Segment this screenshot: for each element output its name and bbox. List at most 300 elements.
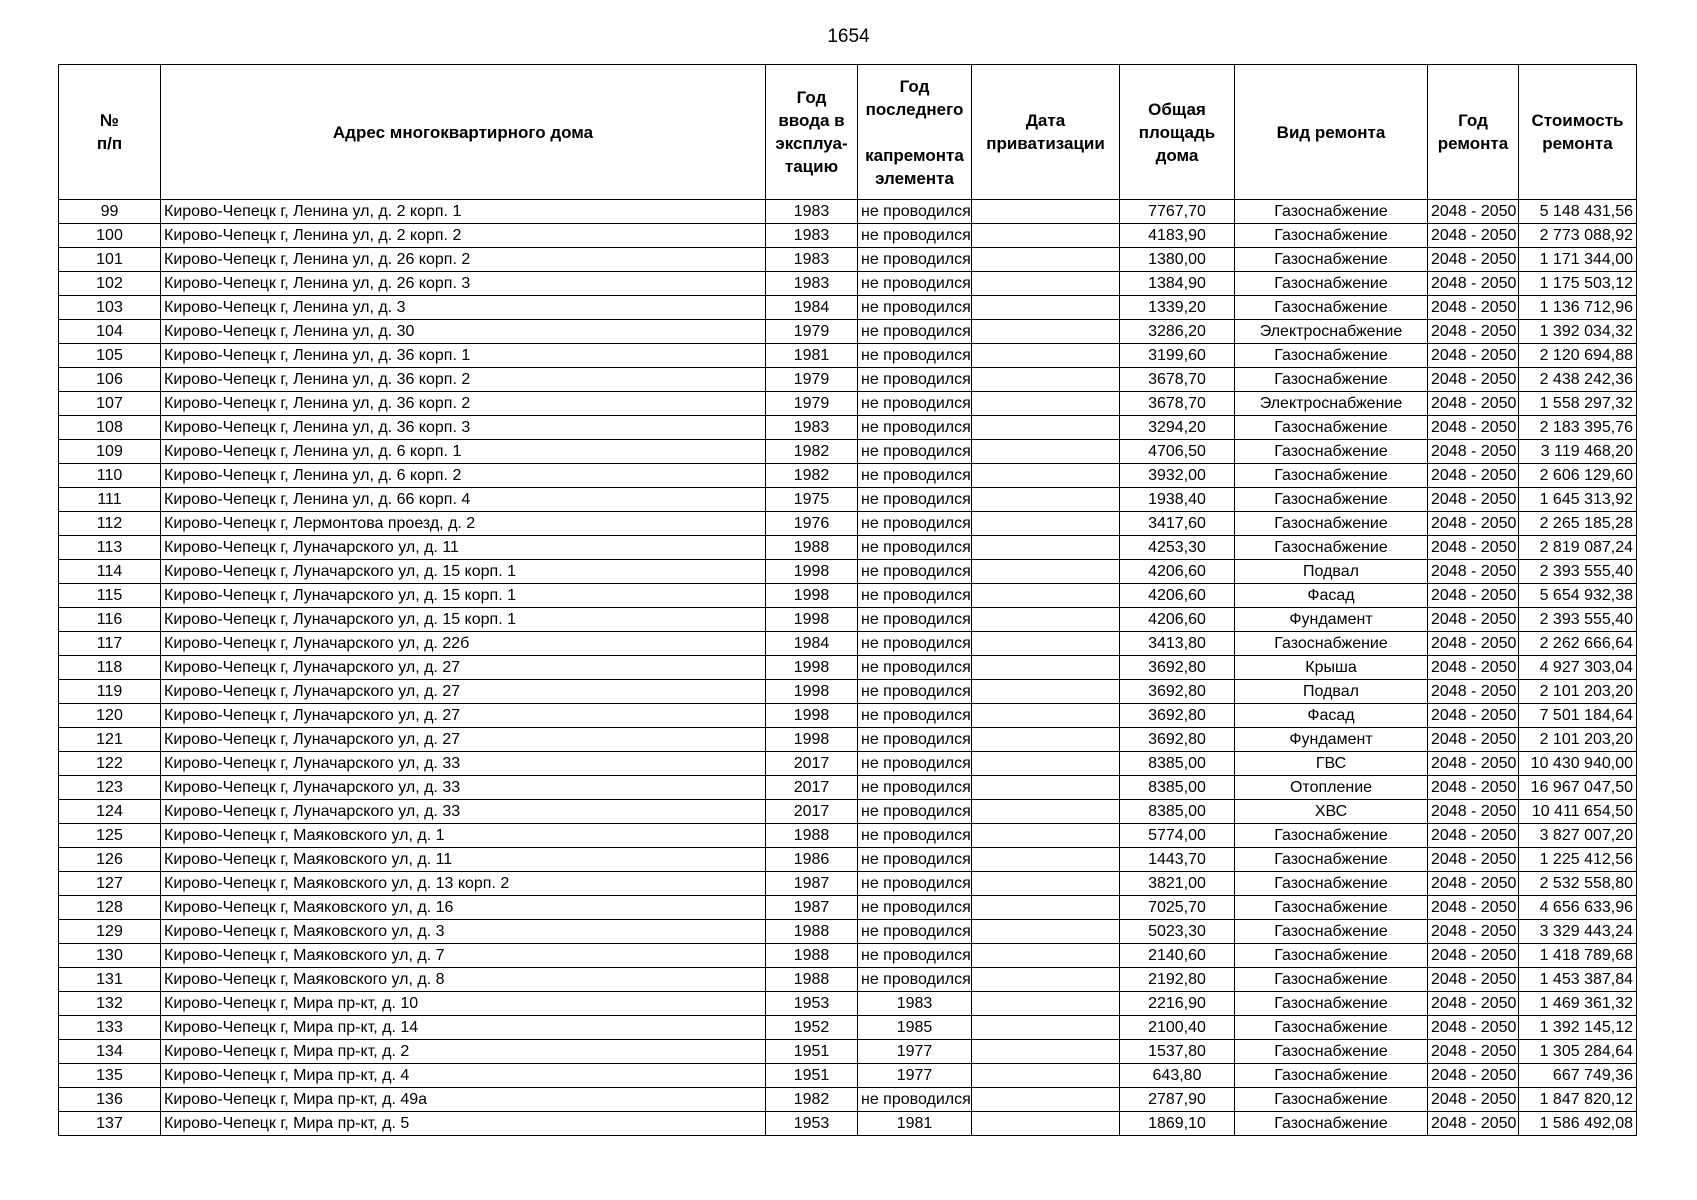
cell-num: 119 xyxy=(59,680,161,704)
cell-address: Кирово-Чепецк г, Ленина ул, д. 26 корп. 2 xyxy=(161,248,766,272)
table-row xyxy=(59,680,1637,704)
cell-repair-period: 2048 - 2050 xyxy=(1428,1016,1519,1040)
cell-area: 1380,00 xyxy=(1120,248,1235,272)
table-row xyxy=(59,608,1637,632)
cell-num: 131 xyxy=(59,968,161,992)
cell-repair-period: 2048 - 2050 xyxy=(1428,944,1519,968)
cell-repair-type: Газоснабжение xyxy=(1235,824,1428,848)
cell-address: Кирово-Чепецк г, Ленина ул, д. 3 xyxy=(161,296,766,320)
cell-area: 3286,20 xyxy=(1120,320,1235,344)
cell-year-built: 1998 xyxy=(766,560,858,584)
cell-privatization xyxy=(972,392,1120,416)
cell-privatization xyxy=(972,968,1120,992)
cell-year-built: 1998 xyxy=(766,680,858,704)
cell-area: 3932,00 xyxy=(1120,464,1235,488)
cell-repair-type: Газоснабжение xyxy=(1235,488,1428,512)
cell-address: Кирово-Чепецк г, Ленина ул, д. 36 корп. 3 xyxy=(161,416,766,440)
cell-num: 108 xyxy=(59,416,161,440)
table-row xyxy=(59,776,1637,800)
cell-privatization xyxy=(972,320,1120,344)
cell-last-repair: не проводился xyxy=(858,488,972,512)
cell-privatization xyxy=(972,776,1120,800)
cell-repair-type: Газоснабжение xyxy=(1235,512,1428,536)
cell-num: 117 xyxy=(59,632,161,656)
cell-address: Кирово-Чепецк г, Мира пр-кт, д. 49а xyxy=(161,1088,766,1112)
cell-repair-type: Газоснабжение xyxy=(1235,1016,1428,1040)
cell-num: 99 xyxy=(59,200,161,224)
cell-area: 3692,80 xyxy=(1120,704,1235,728)
cell-cost: 1 418 789,68 xyxy=(1519,944,1637,968)
cell-cost: 3 329 443,24 xyxy=(1519,920,1637,944)
header-row xyxy=(59,65,1637,200)
cell-repair-type: Газоснабжение xyxy=(1235,896,1428,920)
table-row xyxy=(59,584,1637,608)
cell-last-repair: не проводился xyxy=(858,440,972,464)
cell-num: 122 xyxy=(59,752,161,776)
cell-cost: 2 262 666,64 xyxy=(1519,632,1637,656)
cell-repair-period: 2048 - 2050 xyxy=(1428,1040,1519,1064)
cell-repair-type: Подвал xyxy=(1235,680,1428,704)
table-row xyxy=(59,344,1637,368)
table-row xyxy=(59,632,1637,656)
cell-num: 130 xyxy=(59,944,161,968)
header-year-built: Год ввода в эксплуа- тацию xyxy=(766,65,858,200)
header-num: № п/п xyxy=(59,65,161,200)
cell-num: 102 xyxy=(59,272,161,296)
cell-area: 3678,70 xyxy=(1120,368,1235,392)
cell-repair-type: Газоснабжение xyxy=(1235,1088,1428,1112)
cell-cost: 1 392 145,12 xyxy=(1519,1016,1637,1040)
cell-repair-period: 2048 - 2050 xyxy=(1428,1112,1519,1136)
cell-address: Кирово-Чепецк г, Маяковского ул, д. 1 xyxy=(161,824,766,848)
cell-address: Кирово-Чепецк г, Мира пр-кт, д. 10 xyxy=(161,992,766,1016)
cell-privatization xyxy=(972,944,1120,968)
cell-repair-type: Газоснабжение xyxy=(1235,968,1428,992)
cell-privatization xyxy=(972,992,1120,1016)
cell-address: Кирово-Чепецк г, Луначарского ул, д. 33 xyxy=(161,776,766,800)
cell-cost: 667 749,36 xyxy=(1519,1064,1637,1088)
cell-address: Кирово-Чепецк г, Луначарского ул, д. 27 xyxy=(161,704,766,728)
cell-privatization xyxy=(972,608,1120,632)
cell-address: Кирово-Чепецк г, Луначарского ул, д. 11 xyxy=(161,536,766,560)
header-address: Адрес многоквартирного дома xyxy=(161,65,766,200)
cell-cost: 2 393 555,40 xyxy=(1519,608,1637,632)
cell-num: 104 xyxy=(59,320,161,344)
cell-address: Кирово-Чепецк г, Маяковского ул, д. 3 xyxy=(161,920,766,944)
cell-area: 8385,00 xyxy=(1120,752,1235,776)
cell-repair-period: 2048 - 2050 xyxy=(1428,872,1519,896)
table-row xyxy=(59,1016,1637,1040)
cell-last-repair: не проводился xyxy=(858,704,972,728)
table-row xyxy=(59,512,1637,536)
cell-last-repair: не проводился xyxy=(858,632,972,656)
cell-repair-type: Газоснабжение xyxy=(1235,344,1428,368)
cell-repair-period: 2048 - 2050 xyxy=(1428,656,1519,680)
cell-area: 3199,60 xyxy=(1120,344,1235,368)
cell-privatization xyxy=(972,248,1120,272)
cell-cost: 1 171 344,00 xyxy=(1519,248,1637,272)
cell-year-built: 1988 xyxy=(766,968,858,992)
cell-year-built: 1998 xyxy=(766,584,858,608)
cell-repair-period: 2048 - 2050 xyxy=(1428,704,1519,728)
cell-area: 1443,70 xyxy=(1120,848,1235,872)
cell-cost: 1 305 284,64 xyxy=(1519,1040,1637,1064)
cell-privatization xyxy=(972,848,1120,872)
cell-area: 3692,80 xyxy=(1120,680,1235,704)
cell-year-built: 1979 xyxy=(766,392,858,416)
cell-privatization xyxy=(972,512,1120,536)
cell-last-repair: не проводился xyxy=(858,1088,972,1112)
cell-address: Кирово-Чепецк г, Луначарского ул, д. 33 xyxy=(161,800,766,824)
cell-area: 5023,30 xyxy=(1120,920,1235,944)
cell-num: 103 xyxy=(59,296,161,320)
cell-address: Кирово-Чепецк г, Ленина ул, д. 26 корп. 3 xyxy=(161,272,766,296)
cell-privatization xyxy=(972,656,1120,680)
cell-last-repair: не проводился xyxy=(858,920,972,944)
cell-repair-type: Газоснабжение xyxy=(1235,848,1428,872)
cell-area: 3692,80 xyxy=(1120,656,1235,680)
cell-area: 3294,20 xyxy=(1120,416,1235,440)
cell-address: Кирово-Чепецк г, Ленина ул, д. 2 корп. 2 xyxy=(161,224,766,248)
table-row xyxy=(59,968,1637,992)
cell-repair-period: 2048 - 2050 xyxy=(1428,512,1519,536)
cell-last-repair: не проводился xyxy=(858,344,972,368)
cell-privatization xyxy=(972,584,1120,608)
cell-cost: 1 847 820,12 xyxy=(1519,1088,1637,1112)
cell-repair-type: Газоснабжение xyxy=(1235,632,1428,656)
cell-year-built: 1983 xyxy=(766,200,858,224)
page-number: 1654 xyxy=(827,26,870,47)
table-row xyxy=(59,488,1637,512)
table-row xyxy=(59,1088,1637,1112)
cell-year-built: 1953 xyxy=(766,992,858,1016)
cell-num: 125 xyxy=(59,824,161,848)
cell-address: Кирово-Чепецк г, Луначарского ул, д. 27 xyxy=(161,728,766,752)
cell-year-built: 1983 xyxy=(766,248,858,272)
cell-num: 113 xyxy=(59,536,161,560)
cell-last-repair: не проводился xyxy=(858,896,972,920)
cell-privatization xyxy=(972,728,1120,752)
cell-last-repair: не проводился xyxy=(858,944,972,968)
cell-repair-period: 2048 - 2050 xyxy=(1428,536,1519,560)
cell-area: 4206,60 xyxy=(1120,560,1235,584)
cell-area: 2192,80 xyxy=(1120,968,1235,992)
cell-year-built: 1986 xyxy=(766,848,858,872)
cell-repair-type: Газоснабжение xyxy=(1235,416,1428,440)
cell-num: 123 xyxy=(59,776,161,800)
cell-num: 127 xyxy=(59,872,161,896)
cell-repair-type: Газоснабжение xyxy=(1235,440,1428,464)
table-row xyxy=(59,704,1637,728)
table-row xyxy=(59,560,1637,584)
cell-repair-type: Газоснабжение xyxy=(1235,248,1428,272)
cell-year-built: 1982 xyxy=(766,464,858,488)
cell-num: 115 xyxy=(59,584,161,608)
cell-address: Кирово-Чепецк г, Мира пр-кт, д. 14 xyxy=(161,1016,766,1040)
cell-privatization xyxy=(972,920,1120,944)
cell-last-repair: 1981 xyxy=(858,1112,972,1136)
cell-area: 4183,90 xyxy=(1120,224,1235,248)
cell-num: 118 xyxy=(59,656,161,680)
cell-cost: 2 606 129,60 xyxy=(1519,464,1637,488)
cell-cost: 1 225 412,56 xyxy=(1519,848,1637,872)
cell-repair-period: 2048 - 2050 xyxy=(1428,440,1519,464)
cell-year-built: 1979 xyxy=(766,320,858,344)
cell-cost: 4 656 633,96 xyxy=(1519,896,1637,920)
cell-area: 4706,50 xyxy=(1120,440,1235,464)
cell-year-built: 1981 xyxy=(766,344,858,368)
cell-year-built: 1951 xyxy=(766,1040,858,1064)
cell-privatization xyxy=(972,560,1120,584)
table-row xyxy=(59,656,1637,680)
cell-address: Кирово-Чепецк г, Мира пр-кт, д. 2 xyxy=(161,1040,766,1064)
cell-address: Кирово-Чепецк г, Луначарского ул, д. 22б xyxy=(161,632,766,656)
table-row xyxy=(59,200,1637,224)
cell-area: 2140,60 xyxy=(1120,944,1235,968)
cell-year-built: 1998 xyxy=(766,656,858,680)
cell-cost: 16 967 047,50 xyxy=(1519,776,1637,800)
cell-year-built: 1953 xyxy=(766,1112,858,1136)
cell-year-built: 1979 xyxy=(766,368,858,392)
table-row xyxy=(59,896,1637,920)
cell-area: 2100,40 xyxy=(1120,1016,1235,1040)
cell-repair-type: Газоснабжение xyxy=(1235,992,1428,1016)
cell-last-repair: не проводился xyxy=(858,584,972,608)
cell-address: Кирово-Чепецк г, Ленина ул, д. 6 корп. 1 xyxy=(161,440,766,464)
cell-address: Кирово-Чепецк г, Ленина ул, д. 66 корп. 4 xyxy=(161,488,766,512)
cell-num: 124 xyxy=(59,800,161,824)
repair-schedule-table xyxy=(58,64,1637,1136)
cell-year-built: 1987 xyxy=(766,872,858,896)
cell-repair-type: Газоснабжение xyxy=(1235,1064,1428,1088)
cell-cost: 10 430 940,00 xyxy=(1519,752,1637,776)
cell-year-built: 1983 xyxy=(766,224,858,248)
cell-privatization xyxy=(972,368,1120,392)
table-body xyxy=(59,200,1637,1136)
cell-last-repair: не проводился xyxy=(858,272,972,296)
cell-area: 3413,80 xyxy=(1120,632,1235,656)
cell-repair-type: Фундамент xyxy=(1235,728,1428,752)
cell-privatization xyxy=(972,296,1120,320)
cell-address: Кирово-Чепецк г, Ленина ул, д. 2 корп. 1 xyxy=(161,200,766,224)
cell-area: 3821,00 xyxy=(1120,872,1235,896)
cell-address: Кирово-Чепецк г, Маяковского ул, д. 16 xyxy=(161,896,766,920)
cell-last-repair: не проводился xyxy=(858,536,972,560)
cell-repair-period: 2048 - 2050 xyxy=(1428,464,1519,488)
cell-area: 1938,40 xyxy=(1120,488,1235,512)
cell-last-repair: не проводился xyxy=(858,680,972,704)
cell-num: 136 xyxy=(59,1088,161,1112)
cell-area: 1537,80 xyxy=(1120,1040,1235,1064)
table-row xyxy=(59,992,1637,1016)
cell-num: 112 xyxy=(59,512,161,536)
table-row xyxy=(59,1040,1637,1064)
cell-num: 109 xyxy=(59,440,161,464)
cell-repair-period: 2048 - 2050 xyxy=(1428,368,1519,392)
header-repair-type: Вид ремонта xyxy=(1235,65,1428,200)
cell-year-built: 2017 xyxy=(766,800,858,824)
cell-repair-type: Фундамент xyxy=(1235,608,1428,632)
table-row xyxy=(59,800,1637,824)
cell-num: 126 xyxy=(59,848,161,872)
cell-last-repair: не проводился xyxy=(858,872,972,896)
cell-address: Кирово-Чепецк г, Луначарского ул, д. 33 xyxy=(161,752,766,776)
cell-repair-period: 2048 - 2050 xyxy=(1428,224,1519,248)
header-last-repair: Год последнего капремонта элемента xyxy=(858,65,972,200)
cell-address: Кирово-Чепецк г, Ленина ул, д. 30 xyxy=(161,320,766,344)
cell-year-built: 1988 xyxy=(766,944,858,968)
cell-address: Кирово-Чепецк г, Лермонтова проезд, д. 2 xyxy=(161,512,766,536)
table-row xyxy=(59,920,1637,944)
table-row xyxy=(59,296,1637,320)
cell-privatization xyxy=(972,1064,1120,1088)
cell-repair-type: Газоснабжение xyxy=(1235,368,1428,392)
header-privatization: Дата приватизации xyxy=(972,65,1120,200)
table-row xyxy=(59,872,1637,896)
cell-year-built: 1983 xyxy=(766,416,858,440)
cell-year-built: 1951 xyxy=(766,1064,858,1088)
cell-repair-period: 2048 - 2050 xyxy=(1428,200,1519,224)
cell-repair-period: 2048 - 2050 xyxy=(1428,608,1519,632)
cell-cost: 1 453 387,84 xyxy=(1519,968,1637,992)
cell-address: Кирово-Чепецк г, Ленина ул, д. 36 корп. 2 xyxy=(161,392,766,416)
table-row xyxy=(59,392,1637,416)
cell-last-repair: не проводился xyxy=(858,776,972,800)
cell-cost: 2 773 088,92 xyxy=(1519,224,1637,248)
cell-privatization xyxy=(972,800,1120,824)
cell-repair-period: 2048 - 2050 xyxy=(1428,728,1519,752)
cell-privatization xyxy=(972,488,1120,512)
cell-year-built: 1988 xyxy=(766,824,858,848)
cell-repair-type: ГВС xyxy=(1235,752,1428,776)
cell-last-repair: не проводился xyxy=(858,608,972,632)
cell-repair-period: 2048 - 2050 xyxy=(1428,632,1519,656)
cell-repair-period: 2048 - 2050 xyxy=(1428,584,1519,608)
cell-num: 120 xyxy=(59,704,161,728)
cell-area: 7025,70 xyxy=(1120,896,1235,920)
cell-privatization xyxy=(972,1088,1120,1112)
cell-area: 7767,70 xyxy=(1120,200,1235,224)
cell-repair-period: 2048 - 2050 xyxy=(1428,344,1519,368)
cell-cost: 1 136 712,96 xyxy=(1519,296,1637,320)
cell-privatization xyxy=(972,824,1120,848)
cell-num: 135 xyxy=(59,1064,161,1088)
cell-repair-type: Газоснабжение xyxy=(1235,272,1428,296)
cell-last-repair: не проводился xyxy=(858,320,972,344)
cell-year-built: 1976 xyxy=(766,512,858,536)
header-cost: Стоимость ремонта xyxy=(1519,65,1637,200)
cell-cost: 1 175 503,12 xyxy=(1519,272,1637,296)
cell-year-built: 2017 xyxy=(766,776,858,800)
cell-num: 116 xyxy=(59,608,161,632)
cell-repair-period: 2048 - 2050 xyxy=(1428,824,1519,848)
table-row xyxy=(59,248,1637,272)
cell-area: 2216,90 xyxy=(1120,992,1235,1016)
cell-year-built: 1998 xyxy=(766,704,858,728)
cell-last-repair: не проводился xyxy=(858,800,972,824)
cell-num: 114 xyxy=(59,560,161,584)
cell-last-repair: не проводился xyxy=(858,416,972,440)
cell-address: Кирово-Чепецк г, Луначарского ул, д. 27 xyxy=(161,656,766,680)
cell-last-repair: не проводился xyxy=(858,560,972,584)
cell-address: Кирово-Чепецк г, Ленина ул, д. 6 корп. 2 xyxy=(161,464,766,488)
table-row xyxy=(59,416,1637,440)
cell-last-repair: не проводился xyxy=(858,392,972,416)
cell-repair-type: Фасад xyxy=(1235,704,1428,728)
cell-repair-period: 2048 - 2050 xyxy=(1428,248,1519,272)
cell-year-built: 1984 xyxy=(766,632,858,656)
cell-year-built: 1988 xyxy=(766,920,858,944)
cell-num: 100 xyxy=(59,224,161,248)
cell-repair-period: 2048 - 2050 xyxy=(1428,800,1519,824)
cell-repair-type: Отопление xyxy=(1235,776,1428,800)
cell-repair-period: 2048 - 2050 xyxy=(1428,968,1519,992)
table-row xyxy=(59,944,1637,968)
cell-privatization xyxy=(972,224,1120,248)
cell-cost: 2 101 203,20 xyxy=(1519,728,1637,752)
cell-last-repair: не проводился xyxy=(858,824,972,848)
cell-cost: 2 120 694,88 xyxy=(1519,344,1637,368)
cell-address: Кирово-Чепецк г, Маяковского ул, д. 11 xyxy=(161,848,766,872)
table-row xyxy=(59,1112,1637,1136)
cell-num: 132 xyxy=(59,992,161,1016)
cell-cost: 2 265 185,28 xyxy=(1519,512,1637,536)
cell-cost: 3 119 468,20 xyxy=(1519,440,1637,464)
cell-num: 111 xyxy=(59,488,161,512)
cell-last-repair: 1977 xyxy=(858,1064,972,1088)
cell-address: Кирово-Чепецк г, Луначарского ул, д. 15 корп. 1 xyxy=(161,584,766,608)
cell-repair-type: Газоснабжение xyxy=(1235,200,1428,224)
cell-repair-type: Подвал xyxy=(1235,560,1428,584)
cell-year-built: 1988 xyxy=(766,536,858,560)
cell-privatization xyxy=(972,632,1120,656)
table-row xyxy=(59,824,1637,848)
cell-cost: 2 101 203,20 xyxy=(1519,680,1637,704)
cell-privatization xyxy=(972,272,1120,296)
cell-privatization xyxy=(972,536,1120,560)
cell-repair-type: Газоснабжение xyxy=(1235,464,1428,488)
cell-repair-type: Газоснабжение xyxy=(1235,224,1428,248)
cell-num: 106 xyxy=(59,368,161,392)
cell-repair-period: 2048 - 2050 xyxy=(1428,320,1519,344)
table-row xyxy=(59,320,1637,344)
cell-year-built: 1975 xyxy=(766,488,858,512)
cell-num: 101 xyxy=(59,248,161,272)
header-repair-year: Год ремонта xyxy=(1428,65,1519,200)
cell-area: 8385,00 xyxy=(1120,800,1235,824)
cell-num: 107 xyxy=(59,392,161,416)
cell-cost: 2 819 087,24 xyxy=(1519,536,1637,560)
cell-cost: 1 392 034,32 xyxy=(1519,320,1637,344)
cell-address: Кирово-Чепецк г, Луначарского ул, д. 15 корп. 1 xyxy=(161,608,766,632)
cell-year-built: 1998 xyxy=(766,608,858,632)
table-row xyxy=(59,536,1637,560)
table-row xyxy=(59,1064,1637,1088)
cell-year-built: 1982 xyxy=(766,1088,858,1112)
cell-repair-type: Электроснабжение xyxy=(1235,392,1428,416)
cell-cost: 1 645 313,92 xyxy=(1519,488,1637,512)
cell-repair-period: 2048 - 2050 xyxy=(1428,392,1519,416)
cell-num: 133 xyxy=(59,1016,161,1040)
cell-last-repair: 1983 xyxy=(858,992,972,1016)
cell-year-built: 1984 xyxy=(766,296,858,320)
cell-repair-type: Электроснабжение xyxy=(1235,320,1428,344)
cell-area: 1384,90 xyxy=(1120,272,1235,296)
cell-repair-type: Газоснабжение xyxy=(1235,944,1428,968)
cell-num: 121 xyxy=(59,728,161,752)
cell-year-built: 1998 xyxy=(766,728,858,752)
cell-area: 4253,30 xyxy=(1120,536,1235,560)
